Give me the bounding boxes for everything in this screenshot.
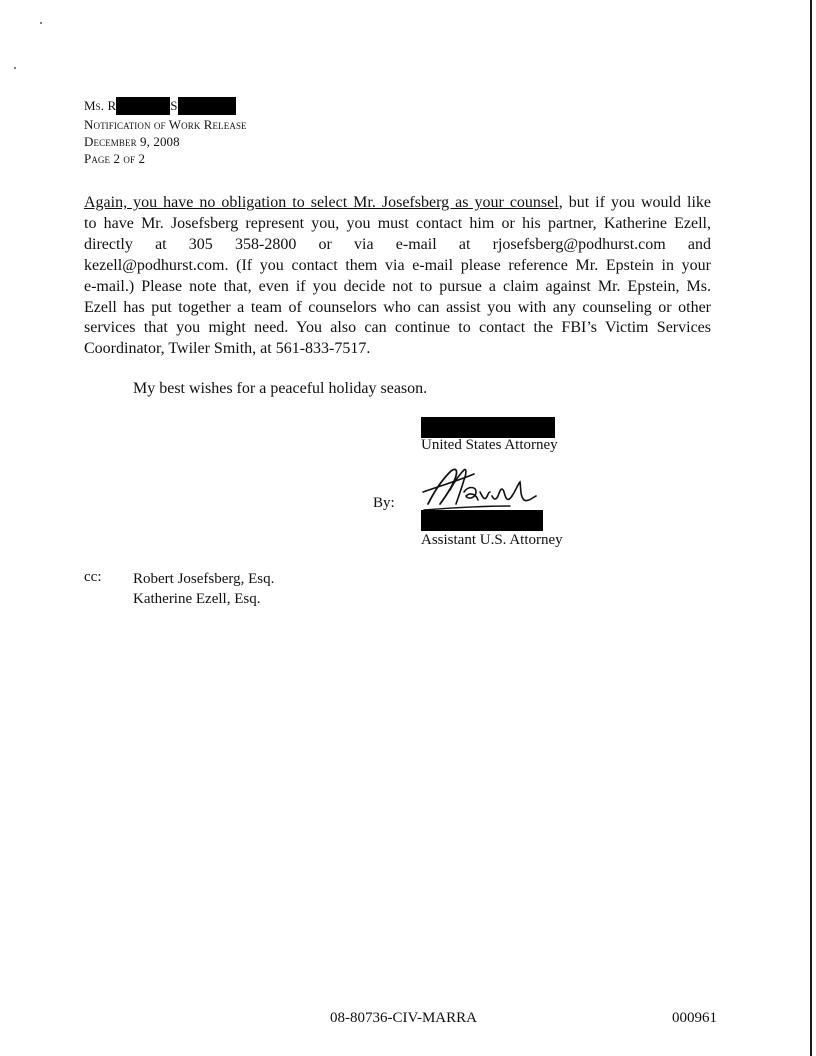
recipient-mid: S [170,98,178,113]
body-line: directly at 305 358-2800 or via e-mail at rjosefsberg@podhurst.com and [84,235,711,253]
redaction-box [178,97,236,115]
underlined-lead: Again, you have no obligation to select Mr. Josefsberg as your counsel [84,194,559,211]
body-line: kezell@podhurst.com. (If you contact them via e-mail please reference Mr. Epstein in your [84,256,711,274]
body-line-text: , but if you would like [558,194,711,211]
redaction-box [421,417,555,438]
recipient-prefix: Ms. R [84,98,117,113]
letter-header [84,97,247,167]
body-line: e-mail.) Please note that, even if you decide not to pursue a claim against Mr. Epstein, Ms. [84,277,711,295]
cc-recipient: Katherine Ezell, Esq. [133,591,261,607]
usa-title: United States Attorney [421,437,558,453]
bates-number: 000961 [672,1010,717,1026]
subject-line: Notification of Work Release [84,117,247,133]
body-line [84,193,711,214]
by-label: By: [373,495,395,511]
case-number: 08-80736-CIV-MARRA [330,1010,477,1026]
scan-edge-line [810,0,812,1056]
body-line: Coordinator, Twiler Smith, at 561-833-7517. [84,340,371,358]
body-line: to have Mr. Josefsberg represent you, you must contact him or his partner, Katherine Ezell, [84,214,711,232]
body-line: services that you might need. You also can continue to contact the FBI’s Victim Services [84,319,711,337]
ausa-title: Assistant U.S. Attorney [421,532,563,548]
cc-recipient: Robert Josefsberg, Esq. [133,571,275,587]
cc-list [133,569,274,609]
date-line: December 9, 2008 [84,134,180,150]
scan-speck [14,67,16,69]
scan-speck [40,22,42,24]
body-line: Ezell has put together a team of counselors who can assist you with any counseling or other [84,298,711,316]
cc-label: cc: [84,569,102,585]
redaction-box [116,97,170,115]
recipient-line [84,97,247,116]
redaction-box [421,510,543,531]
body-paragraph [84,193,711,360]
handwritten-signature [420,462,540,514]
closing-wish: My best wishes for a peaceful holiday season. [133,380,428,397]
page-number-line: Page 2 of 2 [84,151,146,167]
